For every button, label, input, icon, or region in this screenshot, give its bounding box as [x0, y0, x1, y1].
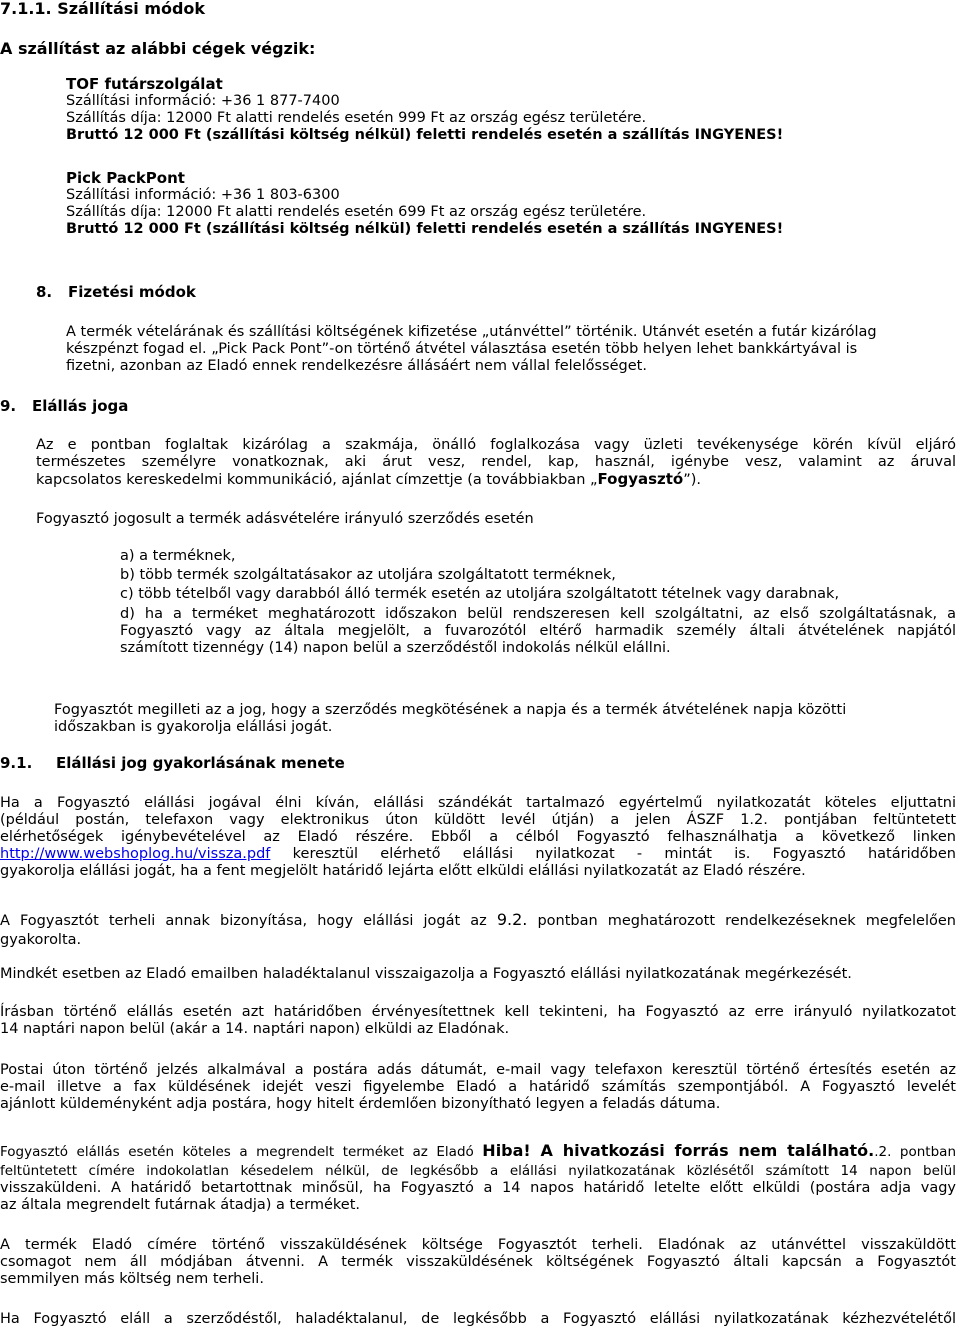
- text-line-last: semmilyen más költség nem terheli.: [0, 1271, 264, 1287]
- carrier-pickpack-info: Szállítási információ: +36 1 803-6300: [66, 187, 340, 203]
- text-line: A termék Eladó címére történő visszaküldésének költsége Fogyasztót terheli. Eladónak az utánvéttel visszaküldött: [0, 1237, 956, 1253]
- text-line: Ha a Fogyasztó elállási jogával élni kíván, elállási szándékát tartalmazó egyértelmű nyilatkozatát köteles eljuttatni: [0, 795, 956, 811]
- section-91-paragraph-3: Mindkét esetben az Eladó emailben haladéktalanul visszaigazolja a Fogyasztó elállási nyilatkozatának megérkezését.: [0, 966, 852, 982]
- text-line: Fogyasztó elállás esetén köteles a megrendelt terméket az Eladó Hiba! A hivatkozási forrás nem található..2. pontban: [0, 1141, 956, 1160]
- section-711-title: 7.1.1. Szállítási módok: [0, 0, 206, 18]
- section-91-paragraph-6: [0, 1140, 956, 1214]
- list-item: b) több termék szolgáltatásakor az utoljára szolgáltatott terméknek,: [120, 567, 616, 583]
- section-9-paragraph-1: [36, 437, 956, 489]
- section-91-paragraph-7: [0, 1237, 956, 1288]
- list-item: c) több tételből vagy darabból álló termék esetén az utoljára szolgáltatott tételnek vagy darabnak,: [120, 586, 840, 602]
- carrier-tof-fee: Szállítás díja: 12000 Ft alatti rendelés esetén 999 Ft az ország egész területére.: [66, 110, 647, 126]
- section-8-body: [66, 324, 877, 375]
- carrier-pickpack: [66, 170, 783, 238]
- term-fogyaszto: Fogyasztó: [597, 470, 684, 488]
- text-line-last: ajánlott küldeményként adja postára, hogy hitelt érdemlően bizonyítható legyen a feladás dátuma.: [0, 1096, 721, 1112]
- section-ref: 9.2.: [496, 910, 528, 929]
- text-line-last: kapcsolatos kereskedelmi kommunikáció, ajánlat címzettje (a továbbiakban „Fogyasztó”).: [36, 470, 702, 488]
- carrier-tof-name: TOF futárszolgálat: [66, 75, 223, 93]
- text-line: Írásban történő elállás esetén azt határidőben érvényesítettnek kell tekinteni, ha Fogyasztó az erre irányuló nyilatkozatot: [0, 1004, 956, 1020]
- text-line-last: számított tizennégy (14) napon belül a szerződéstől indokolás nélkül elállni.: [120, 640, 671, 656]
- list-item-d: [120, 606, 956, 657]
- text-line: Fogyasztó vagy az általa megjelölt, a fuvarozótól eltérő harmadik személy általi átvételének napjától: [120, 623, 956, 639]
- section-91-paragraph-8: [0, 1311, 956, 1328]
- text-line: http://www.webshoplog.hu/vissza.pdf keresztül elérhető elállási nyilatkozat - mintát is. Fogyasztó határidőben: [0, 846, 956, 862]
- section-91-paragraph-5: [0, 1062, 956, 1113]
- text-line: Ha Fogyasztó eláll a szerződéstől, haladéktalanul, de legkésőbb a Fogyasztó elállási nyilatkozatának kézhezvételétől: [0, 1311, 956, 1327]
- text-line: visszaküldeni. A határidő betartottnak minősül, ha Fogyasztó a 14 napos határidő letelte előtt elküldi (postára adja vagy: [0, 1180, 956, 1196]
- section-8-number: 8.: [36, 283, 53, 301]
- section-9-paragraph-3: [54, 702, 846, 736]
- reference-error: Hiba! A hivatkozási forrás nem található.: [482, 1141, 875, 1160]
- text-line-last: gyakorolja elállási jogát, ha a fent megjelölt határidő lejárta előtt elküldi elállási nyilatkozatát az Eladó részére.: [0, 863, 806, 879]
- section-8-line: A termék vételárának és szállítási költségének kifizetése „utánvéttel” történik. Utánvét esetén a futár kizárólag: [66, 324, 877, 340]
- list-item: a) a terméknek,: [120, 548, 236, 564]
- section-9-number: 9.: [0, 397, 17, 415]
- text-line: Postai úton történő jelzés alkalmával a postára adás dátumát, e-mail vagy telefaxon keresztül történő értesítés esetén az: [0, 1062, 956, 1078]
- section-91-title: Elállási jog gyakorlásának menete: [56, 754, 345, 772]
- section-91-paragraph-2: [0, 911, 956, 949]
- section-91-number: 9.1.: [0, 754, 33, 772]
- text-line: Fogyasztót megilleti az a jog, hogy a szerződés megkötésének a napja és a termék átvételének napja közötti: [54, 702, 847, 718]
- section-711-subtitle: A szállítást az alábbi cégek végzik:: [0, 39, 316, 58]
- text-line-last: 14 naptári napon belül (akár a 14. naptári napon) elküldi az Eladónak.: [0, 1021, 510, 1037]
- section-8-title: Fizetési módok: [68, 283, 196, 301]
- section-9-list: [120, 548, 839, 603]
- carrier-tof-info: Szállítási információ: +36 1 877-7400: [66, 93, 340, 109]
- section-9-title: Elállás joga: [32, 397, 129, 415]
- text-line-last: az általa megrendelt futárnak átadja) a terméket.: [0, 1197, 361, 1213]
- section-8-line: készpénzt fogad el. „Pick Pack Pont”-on történő átvétel választása esetén több helyen lehet bankkártyával is: [66, 341, 858, 357]
- section-91-paragraph-4: [0, 1004, 956, 1038]
- text-line: A Fogyasztót terheli annak bizonyítása, hogy elállási jogát az 9.2. pontban meghatározott rendelkezéseknek megfelelően: [0, 910, 956, 929]
- text-line: Az e pontban foglaltak kizárólag a szakmája, önálló foglalkozása vagy üzleti tevékenysége körén kívül eljáró: [36, 437, 956, 453]
- section-91-paragraph-1: [0, 795, 956, 880]
- text-line: csomagot nem áll módjában átvenni. A termék visszaküldésének költségének Fogyasztó általi kapcsán a Fogyasztót: [0, 1254, 956, 1270]
- carrier-tof-free: Bruttó 12 000 Ft (szállítási költség nélkül) feletti rendelés esetén a szállítás INGYENES!: [66, 127, 784, 143]
- text-line-last: gyakorolta.: [0, 932, 82, 948]
- carrier-pickpack-name: Pick PackPont: [66, 169, 185, 187]
- section-8-line: fizetni, azonban az Eladó ennek rendelkezésre állásáért nem vállal felelősséget.: [66, 358, 647, 374]
- carrier-pickpack-fee: Szállítás díja: 12000 Ft alatti rendelés esetén 699 Ft az ország egész területére.: [66, 204, 647, 220]
- text-line: időszakban is gyakorolja elállási jogát.: [54, 719, 333, 735]
- text-line: (például postán, telefaxon vagy elektronikus úton küldött levél útján) a jelen ÁSZF 1.2. pontjában feltüntetett: [0, 812, 956, 828]
- section-9-paragraph-2: Fogyasztó jogosult a termék adásvételére irányuló szerződés esetén: [36, 511, 534, 527]
- text-line: feltüntetett címére indokolatlan késedelem nélkül, de legkésőbb a elállási nyilatkozatának közlésétől számított 14 napon belül: [0, 1163, 956, 1179]
- text-line: elérhetőségek igénybevételével az Eladó részére. Ebből a célból Fogyasztó felhasználhatja a következő linken: [0, 829, 956, 845]
- withdrawal-form-link[interactable]: http://www.webshoplog.hu/vissza.pdf: [0, 846, 271, 862]
- text-line: d) ha a terméket meghatározott időszakon belül rendszeresen kell szolgáltatni, az első szolgáltatásnak, a: [120, 606, 956, 622]
- carrier-tof: [66, 76, 783, 144]
- text-line: e-mail illetve a fax küldésének idejét veszi figyelembe Eladó a határidő számítás szempontjából. A Fogyasztó levelét: [0, 1079, 956, 1095]
- text-line: természetes személyre vonatkoznak, aki árut vesz, rendel, kap, használ, igénybe vesz, valamint az áruval: [36, 454, 956, 470]
- carrier-pickpack-free: Bruttó 12 000 Ft (szállítási költség nélkül) feletti rendelés esetén a szállítás INGYENES!: [66, 221, 784, 237]
